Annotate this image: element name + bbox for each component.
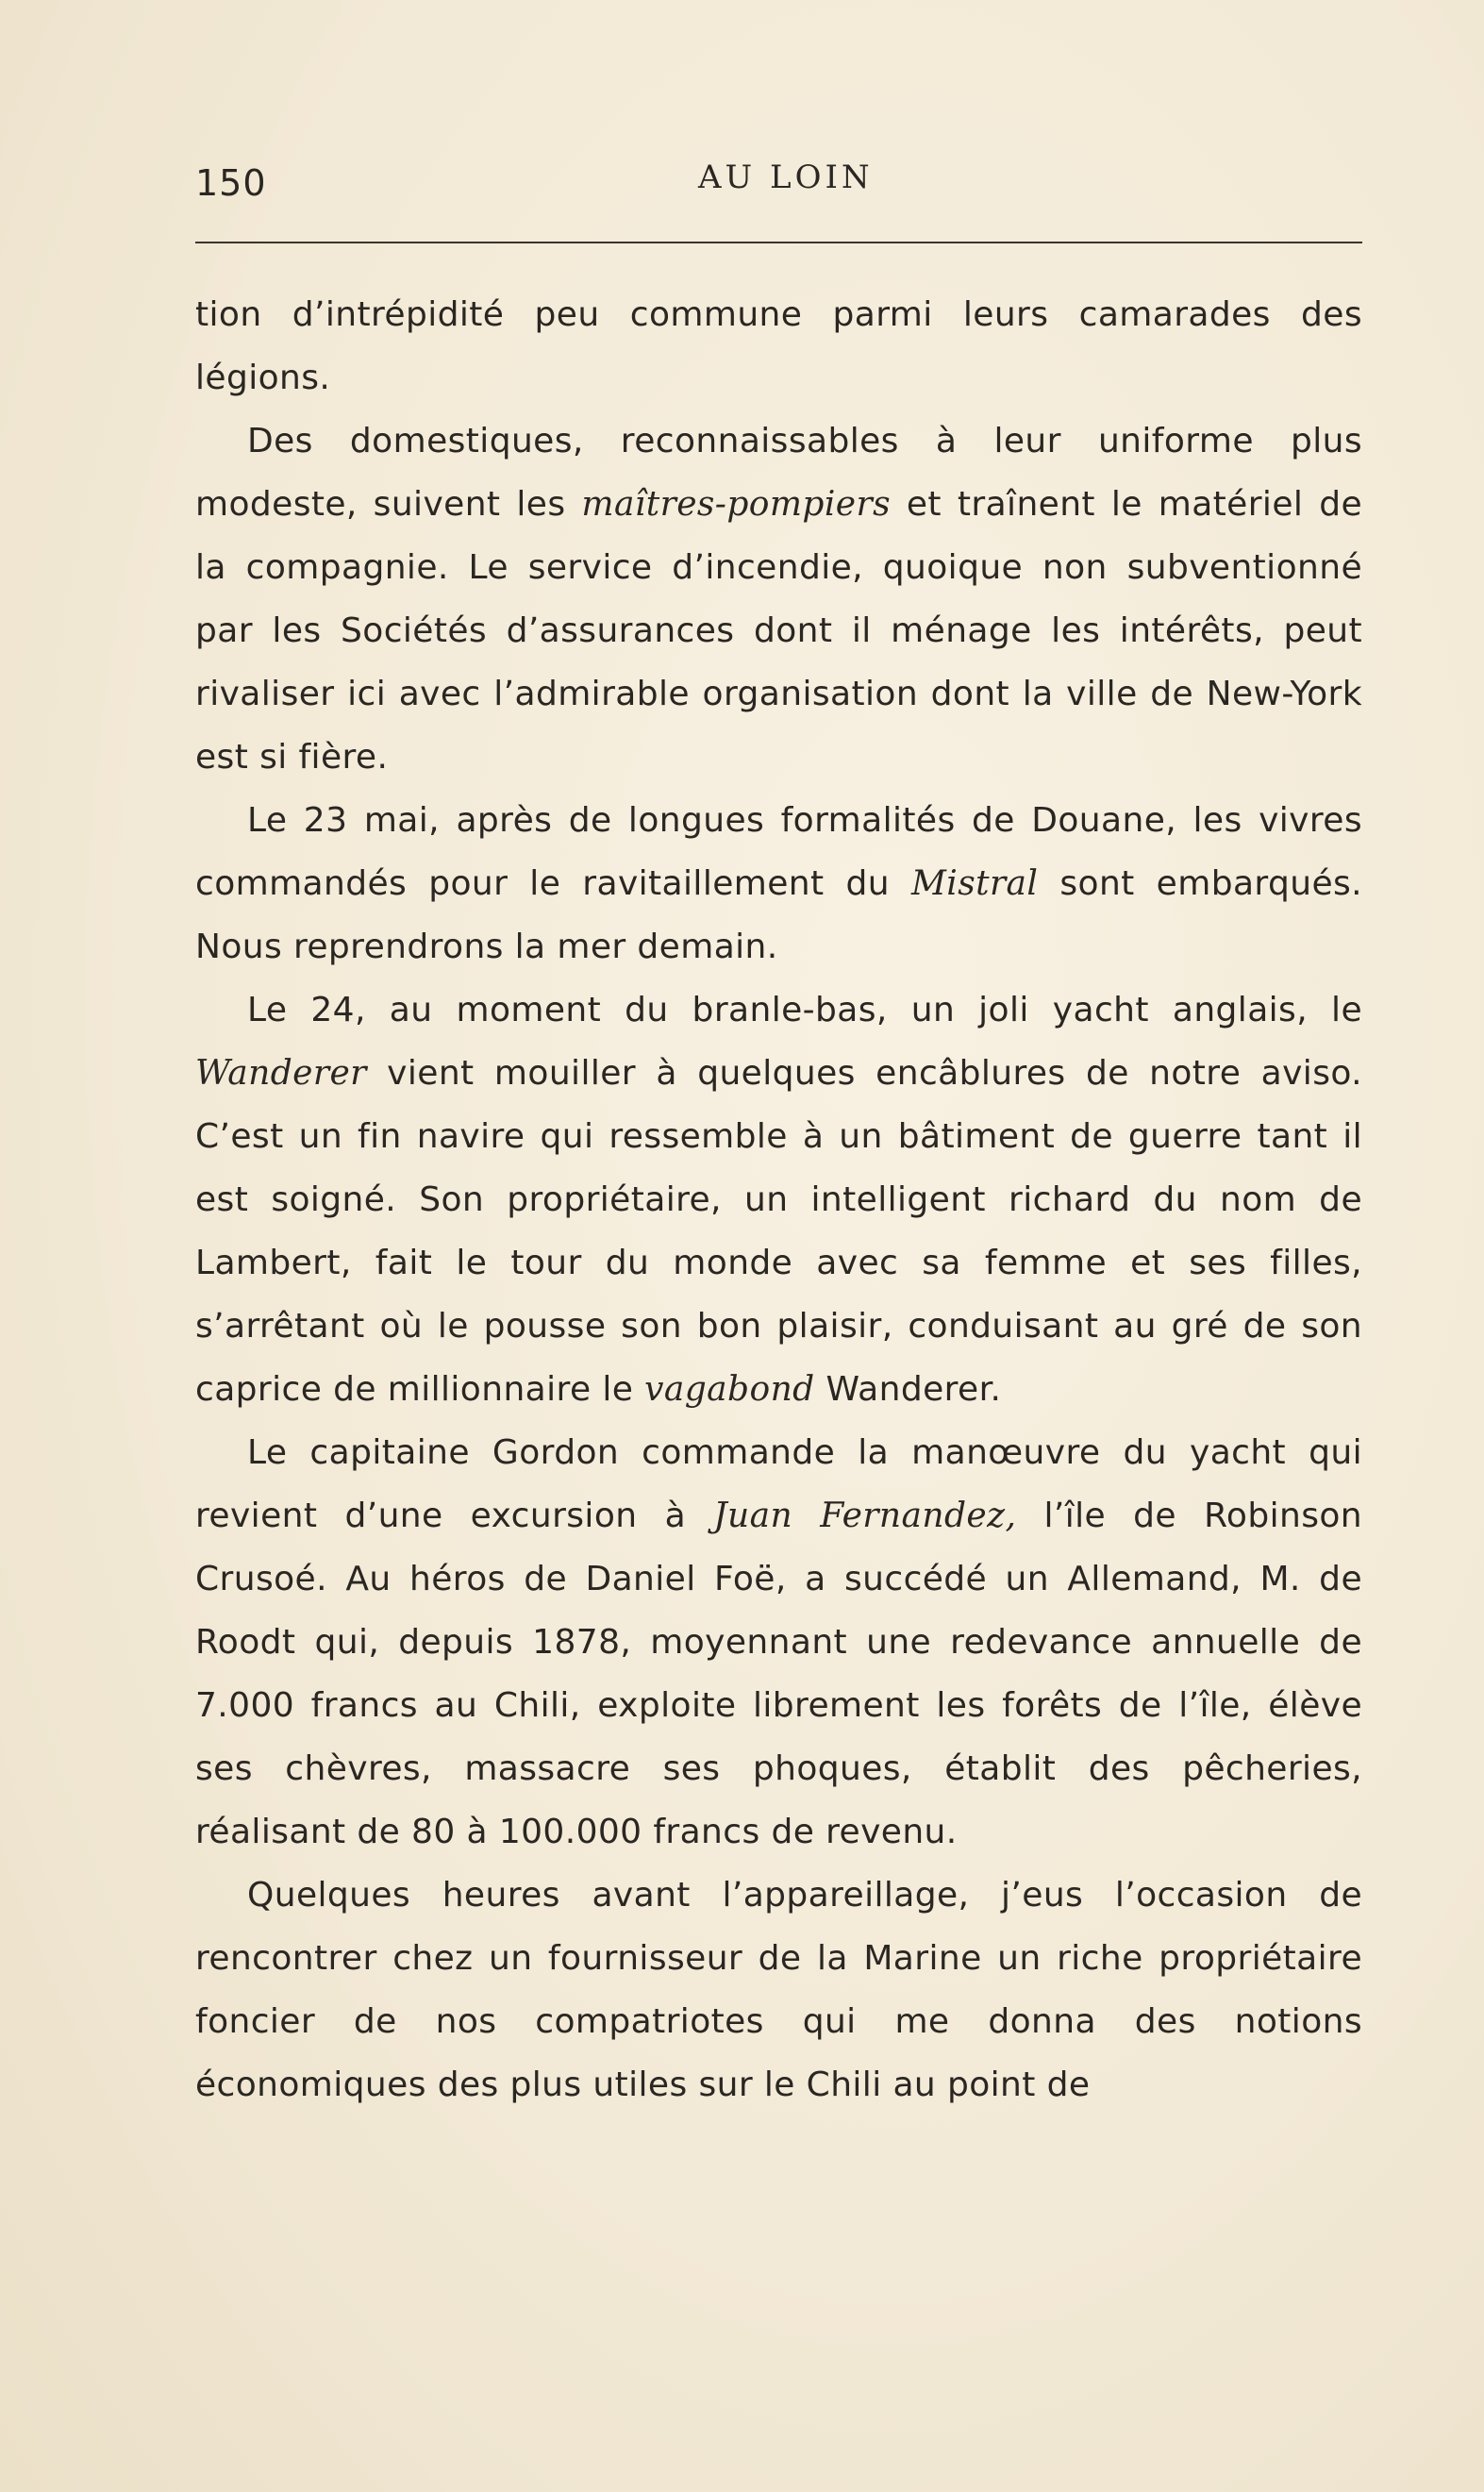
text-run: Wanderer. [814, 1370, 1002, 1409]
text-run: vient mouiller à quelques encâblures de notre aviso. C’est un fin navire qui ressemble à un bâtiment de guerre tant il est soigné. Son propriétaire, un intelligent richard du nom de Lambert, fait le tour du monde avec sa femme et ses filles, s’arrêtant où le pousse son bon plaisir, conduisant au gré de son caprice de millionnaire le [195, 1054, 1362, 1409]
paragraph [195, 410, 1362, 789]
italic-term: Mistral [911, 864, 1039, 903]
italic-term: vagabond [644, 1370, 815, 1409]
text-run: et traînent le matériel de la compagnie. Le service d’incendie, quoique non subventionné par les Sociétés d’assurances dont il ménage les intérêts, peut rivaliser ici avec l’admirable organisation dont la ville de New-York est si fière. [195, 485, 1363, 777]
text-run: tion d’intrépidité peu commune parmi leurs camarades des légions. [195, 295, 1362, 397]
italic-term: maîtres-pompiers [581, 485, 891, 524]
paragraph [195, 283, 1362, 410]
italic-term: Juan Fernandez, [713, 1497, 1017, 1535]
body-text [195, 283, 1362, 2116]
text-run: Quelques heures avant l’appareillage, j’eus l’occasion de rencontrer chez un fournisseur de la Marine un riche propriétaire foncier de nos compatriotes qui me donna des notions économiques des plus utiles sur le Chili au point de [195, 1876, 1362, 2104]
text-run: Le 24, au moment du branle-bas, un joli yacht anglais, le [247, 991, 1362, 1029]
paragraph [195, 978, 1362, 1421]
text-run: Des domestiques, reconnaissables à leur uniforme plus modeste, suivent les [195, 422, 1362, 524]
paragraph [195, 1864, 1362, 2116]
running-title: AU LOIN [698, 159, 874, 196]
page-number: 150 [195, 162, 267, 204]
text-run: l’île de Robinson Crusoé. Au héros de Daniel Foë, a succédé un Allemand, M. de Roodt qui, depuis 1878, moyennant une redevance annuelle de 7.000 francs au Chili, exploite librement les forêts de l’île, élève ses chèvres, massacre ses phoques, établit des pêcheries, réalisant de 80 à 100.000 francs de revenu. [195, 1497, 1363, 1851]
text-run: sont embarqués. Nous reprendrons la mer demain. [195, 864, 1362, 966]
paragraph [195, 789, 1362, 978]
italic-term: Wanderer [195, 1054, 367, 1093]
header-rule [195, 242, 1362, 243]
text-run: Le 23 mai, après de longues formalités de Douane, les vivres commandés pour le ravitaillement du [195, 801, 1362, 903]
paragraph [195, 1421, 1362, 1864]
text-run: Le capitaine Gordon commande la manœuvre du yacht qui revient d’une excursion à [195, 1433, 1362, 1535]
running-head [195, 159, 1365, 219]
